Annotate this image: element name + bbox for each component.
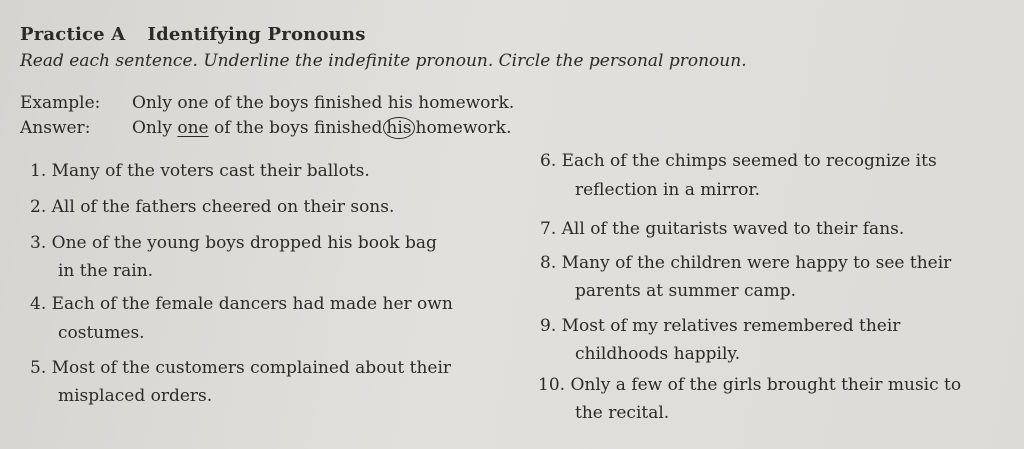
- answer-label: Answer:: [20, 118, 91, 138]
- item-sentence: Most of my relatives remembered their: [561, 316, 901, 336]
- item-sentence: Each of the chimps seemed to recognize its: [561, 151, 937, 171]
- item-number: 9.: [540, 316, 557, 336]
- item-sentence: All of the fathers cheered on their sons.: [51, 197, 395, 217]
- item-sentence: Most of the customers complained about their: [51, 358, 452, 378]
- exercise-item-8: [540, 252, 951, 274]
- example-sentence: Only one of the boys finished his homework.: [132, 93, 515, 113]
- exercise-item-4: [30, 293, 453, 315]
- exercise-item-9: [540, 315, 900, 337]
- instructions-text: Read each sentence. Underline the indefinite pronoun. Circle the personal pronoun.: [20, 51, 747, 71]
- exercise-item-3-continued: in the rain.: [58, 261, 154, 281]
- item-number: 7.: [540, 219, 557, 239]
- underlined-indefinite-pronoun: one: [177, 118, 209, 138]
- exercise-item-3: [30, 232, 437, 254]
- exercise-item-10: [538, 374, 961, 396]
- item-sentence: Many of the voters cast their ballots.: [51, 161, 370, 181]
- item-number: 3.: [30, 233, 47, 253]
- circled-personal-pronoun: his: [383, 117, 414, 139]
- item-sentence: All of the guitarists waved to their fans.: [561, 219, 905, 239]
- item-sentence: Many of the children were happy to see their: [561, 253, 952, 273]
- exercise-item-6: [540, 150, 937, 172]
- title-topic: Identifying Pronouns: [147, 24, 366, 45]
- worksheet-title: [20, 24, 366, 46]
- exercise-item-8-continued: parents at summer camp.: [575, 281, 797, 301]
- item-sentence: Each of the female dancers had made her own: [51, 294, 453, 314]
- answer-text-before: Only: [132, 118, 178, 138]
- title-practice-label: Practice A: [20, 24, 126, 45]
- item-number: 1.: [30, 161, 47, 181]
- answer-text-after: homework.: [415, 118, 512, 138]
- item-sentence: One of the young boys dropped his book bag: [51, 233, 437, 253]
- example-row: [20, 92, 514, 114]
- answer-row: [20, 117, 511, 139]
- exercise-item-7: [540, 218, 904, 240]
- example-label: Example:: [20, 93, 101, 113]
- item-number: 4.: [30, 294, 47, 314]
- item-sentence: Only a few of the girls brought their music to: [570, 375, 962, 395]
- item-number: 10.: [538, 375, 566, 395]
- item-number: 2.: [30, 197, 47, 217]
- exercise-item-10-continued: the recital.: [575, 403, 670, 423]
- exercise-item-9-continued: childhoods happily.: [575, 344, 741, 364]
- exercise-item-2: [30, 196, 394, 218]
- item-number: 6.: [540, 151, 557, 171]
- exercise-item-6-continued: reflection in a mirror.: [575, 180, 760, 200]
- exercise-item-1: [30, 160, 370, 182]
- exercise-item-4-continued: costumes.: [58, 323, 145, 343]
- item-number: 5.: [30, 358, 47, 378]
- exercise-item-5-continued: misplaced orders.: [58, 386, 213, 406]
- item-number: 8.: [540, 253, 557, 273]
- exercise-item-5: [30, 357, 451, 379]
- answer-text-middle: of the boys finished: [208, 118, 383, 138]
